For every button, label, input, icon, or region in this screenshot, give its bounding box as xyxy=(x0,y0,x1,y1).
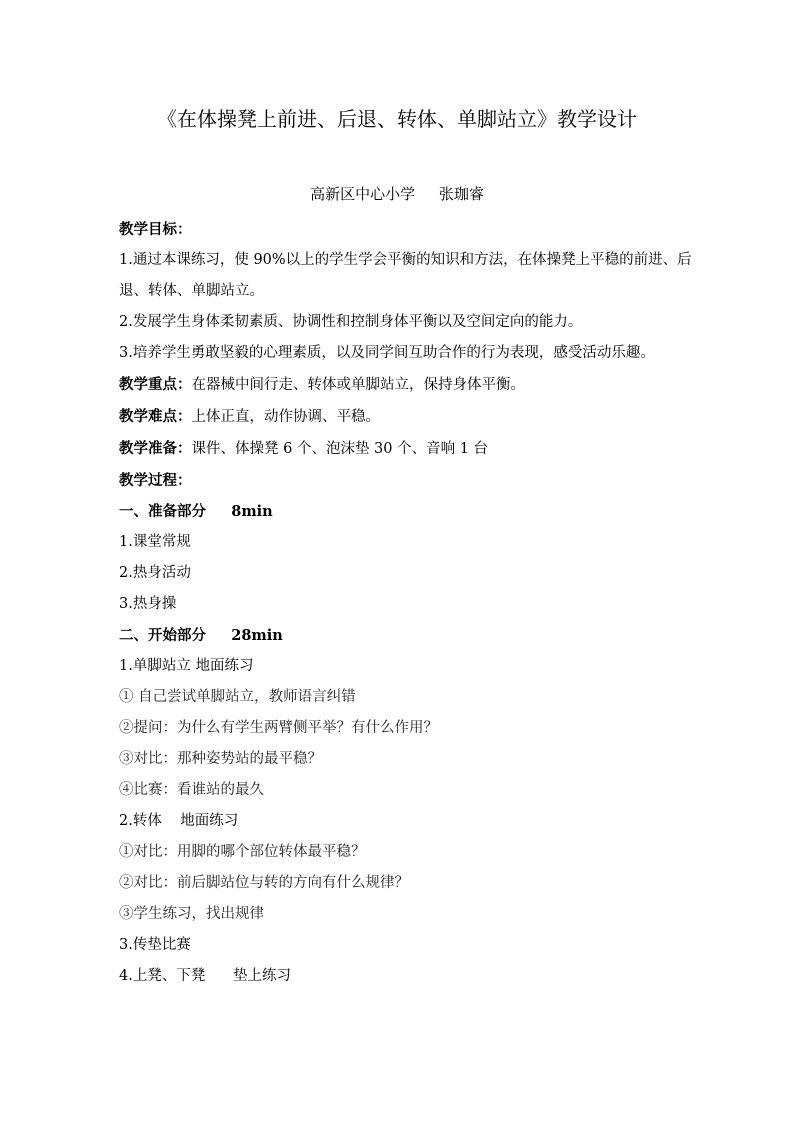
difficulties-label: 教学难点： xyxy=(119,408,192,425)
part1-heading: 一、准备部分 8min xyxy=(119,503,273,520)
part1-item: 1.课堂常规 xyxy=(119,534,191,550)
preparation-label: 教学准备： xyxy=(119,440,192,457)
key-points-line xyxy=(119,369,699,401)
preparation-text: 课件、体操凳 6 个、泡沫垫 30 个、音响 1 台 xyxy=(191,441,489,457)
part1-item: 3.热身操 xyxy=(119,596,177,612)
part2-item: 2.转体 地面练习 xyxy=(119,813,239,829)
objective-item: 2.发展学生身体柔韧素质、协调性和控制身体平衡以及空间定向的能力。 xyxy=(119,314,583,330)
part2-item: 4.上凳、下凳 垫上练习 xyxy=(119,968,291,984)
key-points-text: 在器械中间行走、转体或单脚站立，保持身体平衡。 xyxy=(191,377,525,393)
part1-item: 2.热身活动 xyxy=(119,565,191,581)
part2-item: ③学生练习，找出规律 xyxy=(119,906,264,922)
part2-item: ① 自己尝试单脚站立，教师语言纠错 xyxy=(119,689,356,705)
preparation-line xyxy=(119,433,699,465)
difficulties-text: 上体正直，动作协调、平稳。 xyxy=(191,409,380,425)
objectives-heading: 教学目标： xyxy=(119,221,192,238)
objective-item: 3.培养学生勇敢坚毅的心理素质，以及同学间互助合作的行为表现，感受活动乐趣。 xyxy=(119,345,655,361)
document-title: 《在体操凳上前进、后退、转体、单脚站立》教学设计 xyxy=(157,107,637,131)
process-heading: 教学过程： xyxy=(119,472,192,489)
document-body xyxy=(119,214,699,992)
author-line: 高新区中心小学 张珈睿 xyxy=(310,185,484,203)
part2-item: 1.单脚站立 地面练习 xyxy=(119,658,254,674)
part2-heading: 二、开始部分 28min xyxy=(119,627,283,644)
key-points-label: 教学重点： xyxy=(119,376,192,393)
part2-item: ④比赛：看谁站的最久 xyxy=(119,782,264,798)
part2-item: ②提问：为什么有学生两臂侧平举？有什么作用？ xyxy=(119,720,438,736)
objective-item: 1.通过本课练习，使 90%以上的学生学会平衡的知识和方法，在体操凳上平稳的前进、后退、转体、单脚站立。 xyxy=(119,252,692,299)
part2-item: ③对比：那种姿势站的最平稳？ xyxy=(119,751,322,767)
difficulties-line xyxy=(119,401,699,433)
part2-item: 3.传垫比赛 xyxy=(119,937,191,953)
part2-item: ②对比：前后脚站位与转的方向有什么规律？ xyxy=(119,875,409,891)
part2-item: ①对比：用脚的哪个部位转体最平稳？ xyxy=(119,844,366,860)
